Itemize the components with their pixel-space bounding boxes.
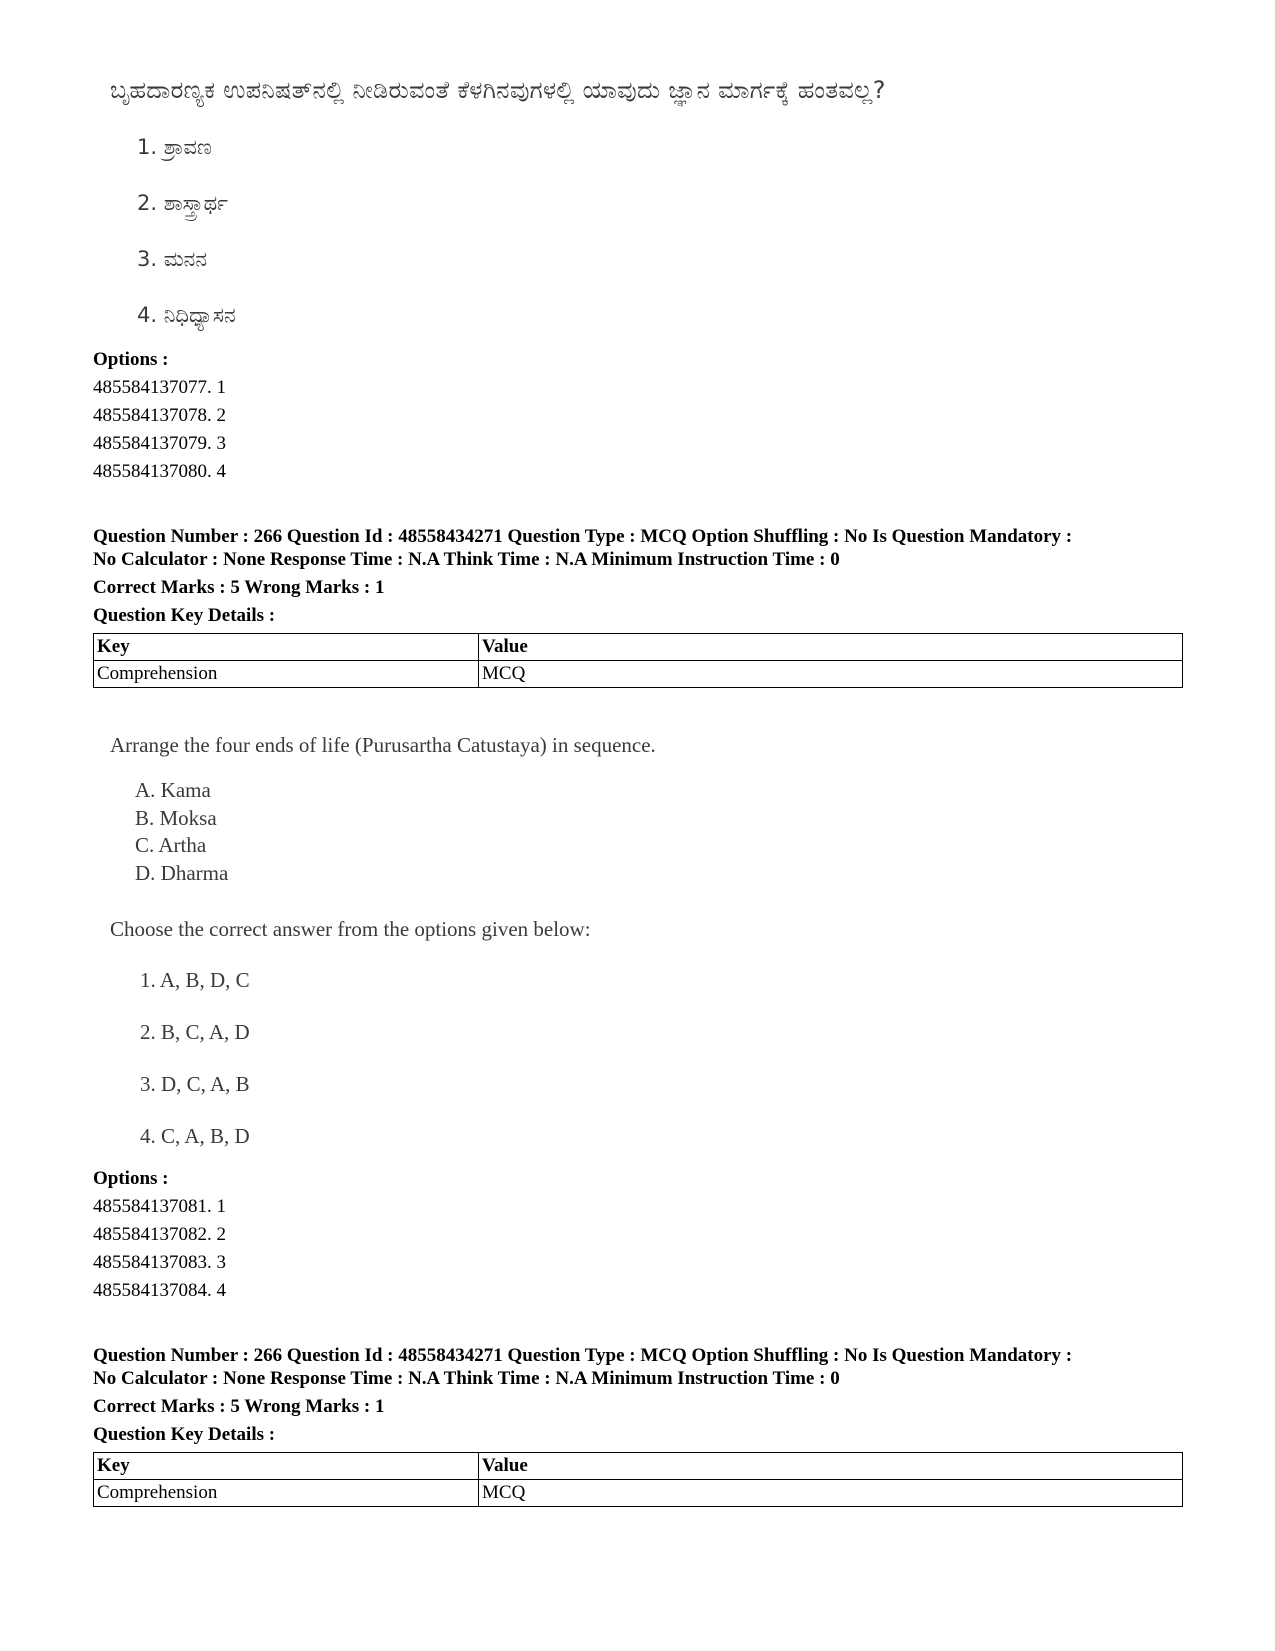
table-header-value: Value <box>479 1453 1183 1480</box>
option-id: 485584137080. 4 <box>93 461 226 482</box>
option-id: 485584137084. 4 <box>93 1280 226 1301</box>
option-id: 485584137082. 2 <box>93 1224 226 1245</box>
table-header-key: Key <box>94 634 479 661</box>
table-header-value: Value <box>479 634 1183 661</box>
question-choice: 4. ನಿಧಿಧ್ಯಾಸನ <box>137 303 236 327</box>
table-cell-key: Comprehension <box>94 1480 479 1507</box>
question-choice: 1. ಶ್ರಾವಣ <box>137 135 212 159</box>
question-choice: 2. B, C, A, D <box>140 1020 250 1044</box>
table-header-row <box>94 634 1183 661</box>
marks-line: Correct Marks : 5 Wrong Marks : 1 <box>93 577 385 598</box>
table-header-key: Key <box>94 1453 479 1480</box>
key-details-label: Question Key Details : <box>93 1424 276 1445</box>
list-item: C. Artha <box>135 833 207 857</box>
question-choice: 4. C, A, B, D <box>140 1124 250 1148</box>
list-item: D. Dharma <box>135 860 229 885</box>
table-cell-value: MCQ <box>479 661 1183 688</box>
question-meta-line: No Calculator : None Response Time : N.A Think Time : N.A Minimum Instruction Time : 0 <box>93 1368 840 1389</box>
sequence-items-list <box>135 777 228 887</box>
table-cell-key: Comprehension <box>94 661 479 688</box>
list-item: B. Moksa <box>135 805 217 830</box>
marks-line: Correct Marks : 5 Wrong Marks : 1 <box>93 1396 385 1417</box>
options-label: Options : <box>93 1168 169 1189</box>
key-details-table <box>93 1452 1183 1507</box>
option-id: 485584137079. 3 <box>93 433 226 454</box>
question-choice: 3. D, C, A, B <box>140 1072 250 1096</box>
question-meta-line: No Calculator : None Response Time : N.A Think Time : N.A Minimum Instruction Time : 0 <box>93 549 840 570</box>
option-id: 485584137078. 2 <box>93 405 226 426</box>
question-choice: 2. ಶಾಸ್ತ್ರಾರ್ಥ <box>137 191 229 215</box>
question-meta-line: Question Number : 266 Question Id : 48558434271 Question Type : MCQ Option Shuffling : No Is Question Mandatory : <box>93 1345 1073 1366</box>
table-row <box>94 1480 1183 1507</box>
choose-instruction: Choose the correct answer from the options given below: <box>110 917 591 941</box>
question-meta-line: Question Number : 266 Question Id : 48558434271 Question Type : MCQ Option Shuffling : No Is Question Mandatory : <box>93 526 1073 547</box>
key-details-label: Question Key Details : <box>93 605 276 626</box>
question-choice: 1. A, B, D, C <box>140 968 250 992</box>
options-label: Options : <box>93 349 169 370</box>
question-text: Arrange the four ends of life (Purusartha Catustaya) in sequence. <box>110 733 656 757</box>
table-cell-value: MCQ <box>479 1480 1183 1507</box>
option-id: 485584137081. 1 <box>93 1196 226 1217</box>
question-text-kannada: ಬೃಹದಾರಣ್ಯಕ ಉಪನಿಷತ್‌ನಲ್ಲಿ ನೀಡಿರುವಂತೆ ಕೆಳಗಿನವುಗಳಲ್ಲಿ ಯಾವುದು ಜ್ಞಾನ ಮಾರ್ಗಕ್ಕೆ ಹಂತವಲ್ಲ? <box>110 76 886 104</box>
key-details-table <box>93 633 1183 688</box>
option-id: 485584137083. 3 <box>93 1252 226 1273</box>
question-choice: 3. ಮನನ <box>137 247 208 271</box>
option-id: 485584137077. 1 <box>93 377 226 398</box>
table-row <box>94 661 1183 688</box>
list-item: A. Kama <box>135 778 211 802</box>
table-header-row <box>94 1453 1183 1480</box>
